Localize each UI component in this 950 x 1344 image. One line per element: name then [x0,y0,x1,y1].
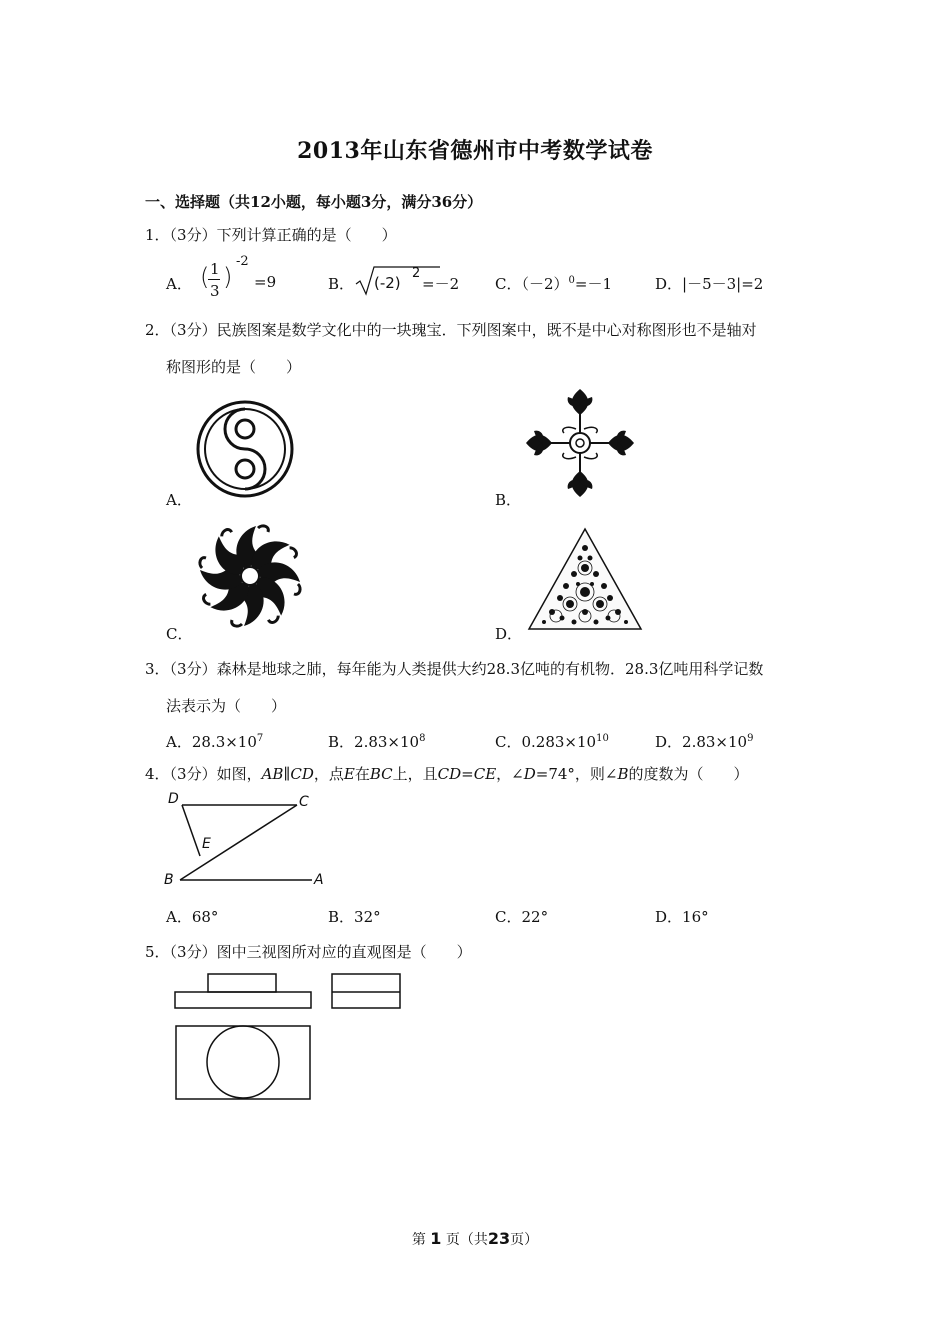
q4-stem-cd-ce: CD=CE [437,765,497,783]
q4-stem-end: 的度数为（ ） [628,765,749,783]
q3-option-d [655,731,753,752]
q4-fig-label-e: E [202,836,211,852]
q2-option-b-label: B． [495,491,522,509]
q3-a-base: A．28.3×10 [166,733,257,751]
q1-a-paren-open: ( [200,263,210,291]
q1-a-denominator: 3 [210,282,220,300]
ornamental-triangle-icon [526,526,644,632]
q2-option-c-label: C． [166,625,193,643]
question-4-stem [145,764,749,784]
q4-stem-mid3: 上，且 [392,765,438,783]
yin-yang-icon [194,400,296,498]
q4-stem-mid5: =74°，则∠ [535,765,618,783]
q1-b-radicand: (-2) [374,274,401,292]
footer-total-pages: 23 [487,1229,511,1248]
page-title: 2013年山东省德州市中考数学试卷 [297,138,653,164]
q1-a-result: =9 [254,273,277,291]
q3-d-base: D．2.83×10 [655,733,748,751]
q4-geometry-figure [162,790,332,890]
q4-stem-mid2: 在 [354,765,370,783]
q4-stem-ab-cd: AB∥CD [261,765,314,783]
footer-mid: 页（共 [445,1232,488,1248]
q4-stem-b: B [617,765,629,783]
q1-a-exponent: -2 [236,254,249,269]
q4-option-d: D．16° [655,908,709,926]
q4-fig-label-a: A [314,872,324,888]
q4-option-b: B．32° [328,908,381,926]
q4-stem-d: D [523,765,536,783]
q1-option-c [495,273,612,294]
q3-b-base: B．2.83×10 [328,733,420,751]
question-5-stem: 5．（3分）图中三视图所对应的直观图是（ ） [145,943,472,961]
q1-a-paren-close: ) [223,263,233,291]
question-2-stem-line-2: 称图形的是（ ） [166,358,302,376]
flower-pattern-icon [524,388,636,498]
q1-b-result: =－2 [422,275,460,293]
q4-stem-bc: BC [369,765,393,783]
q1-option-d: D．|－5－3|=2 [655,275,764,293]
q1-c-exponent: 0 [568,275,575,286]
q4-stem-e: E [343,765,355,783]
q2-option-a-label: A． [166,491,192,509]
question-3-stem-line-2: 法表示为（ ） [166,697,287,715]
q3-b-exponent: 8 [419,733,426,744]
q3-c-exponent: 10 [596,733,609,744]
question-1-stem: 1．（3分）下列计算正确的是（ ） [145,226,397,244]
q3-c-base: C．0.283×10 [495,733,597,751]
q3-option-c [495,731,609,752]
q1-b-label: B． [328,275,355,293]
q3-option-b [328,731,425,752]
q4-stem-mid4: ，∠ [496,765,524,783]
q4-fig-label-b: B [164,872,174,888]
q4-fig-label-c: C [299,794,309,810]
q3-a-exponent: 7 [256,733,264,744]
q1-a-numerator: 1 [210,260,220,278]
q1-c-base: C．（－2） [495,275,569,293]
footer-page-number: 1 [430,1229,442,1248]
q4-option-c: C．22° [495,908,549,926]
q3-d-exponent: 9 [747,733,754,744]
three-view-drawing [172,972,404,1104]
page-footer [0,1229,950,1249]
question-3-stem-line-1: 3．（3分）森林是地球之肺，每年能为人类提供大约28.3亿吨的有机物．28.3亿吨用科学记数 [145,660,764,678]
q1-a-label: A． [166,275,192,293]
pinwheel-flower-icon [194,520,306,632]
q1-a-fraction-bar [208,279,220,280]
q3-option-a [166,731,263,752]
footer-pre: 第 [411,1232,426,1248]
q2-option-d-label: D． [495,625,523,643]
question-2-stem-line-1: 2．（3分）民族图案是数学文化中的一块瑰宝．下列图案中，既不是中心对称图形也不是轴对 [145,321,757,339]
q4-stem-mid1: ，点 [313,765,344,783]
q4-stem-pre: 4．（3分）如图， [145,765,262,783]
q4-fig-label-d: D [168,791,179,807]
footer-end: 页） [510,1232,539,1248]
q1-b-exponent: 2 [412,266,421,281]
section-heading: 一、选择题（共12小题，每小题3分，满分36分） [145,193,483,211]
q4-option-a: A．68° [166,908,219,926]
q1-c-result: =－1 [574,275,613,293]
